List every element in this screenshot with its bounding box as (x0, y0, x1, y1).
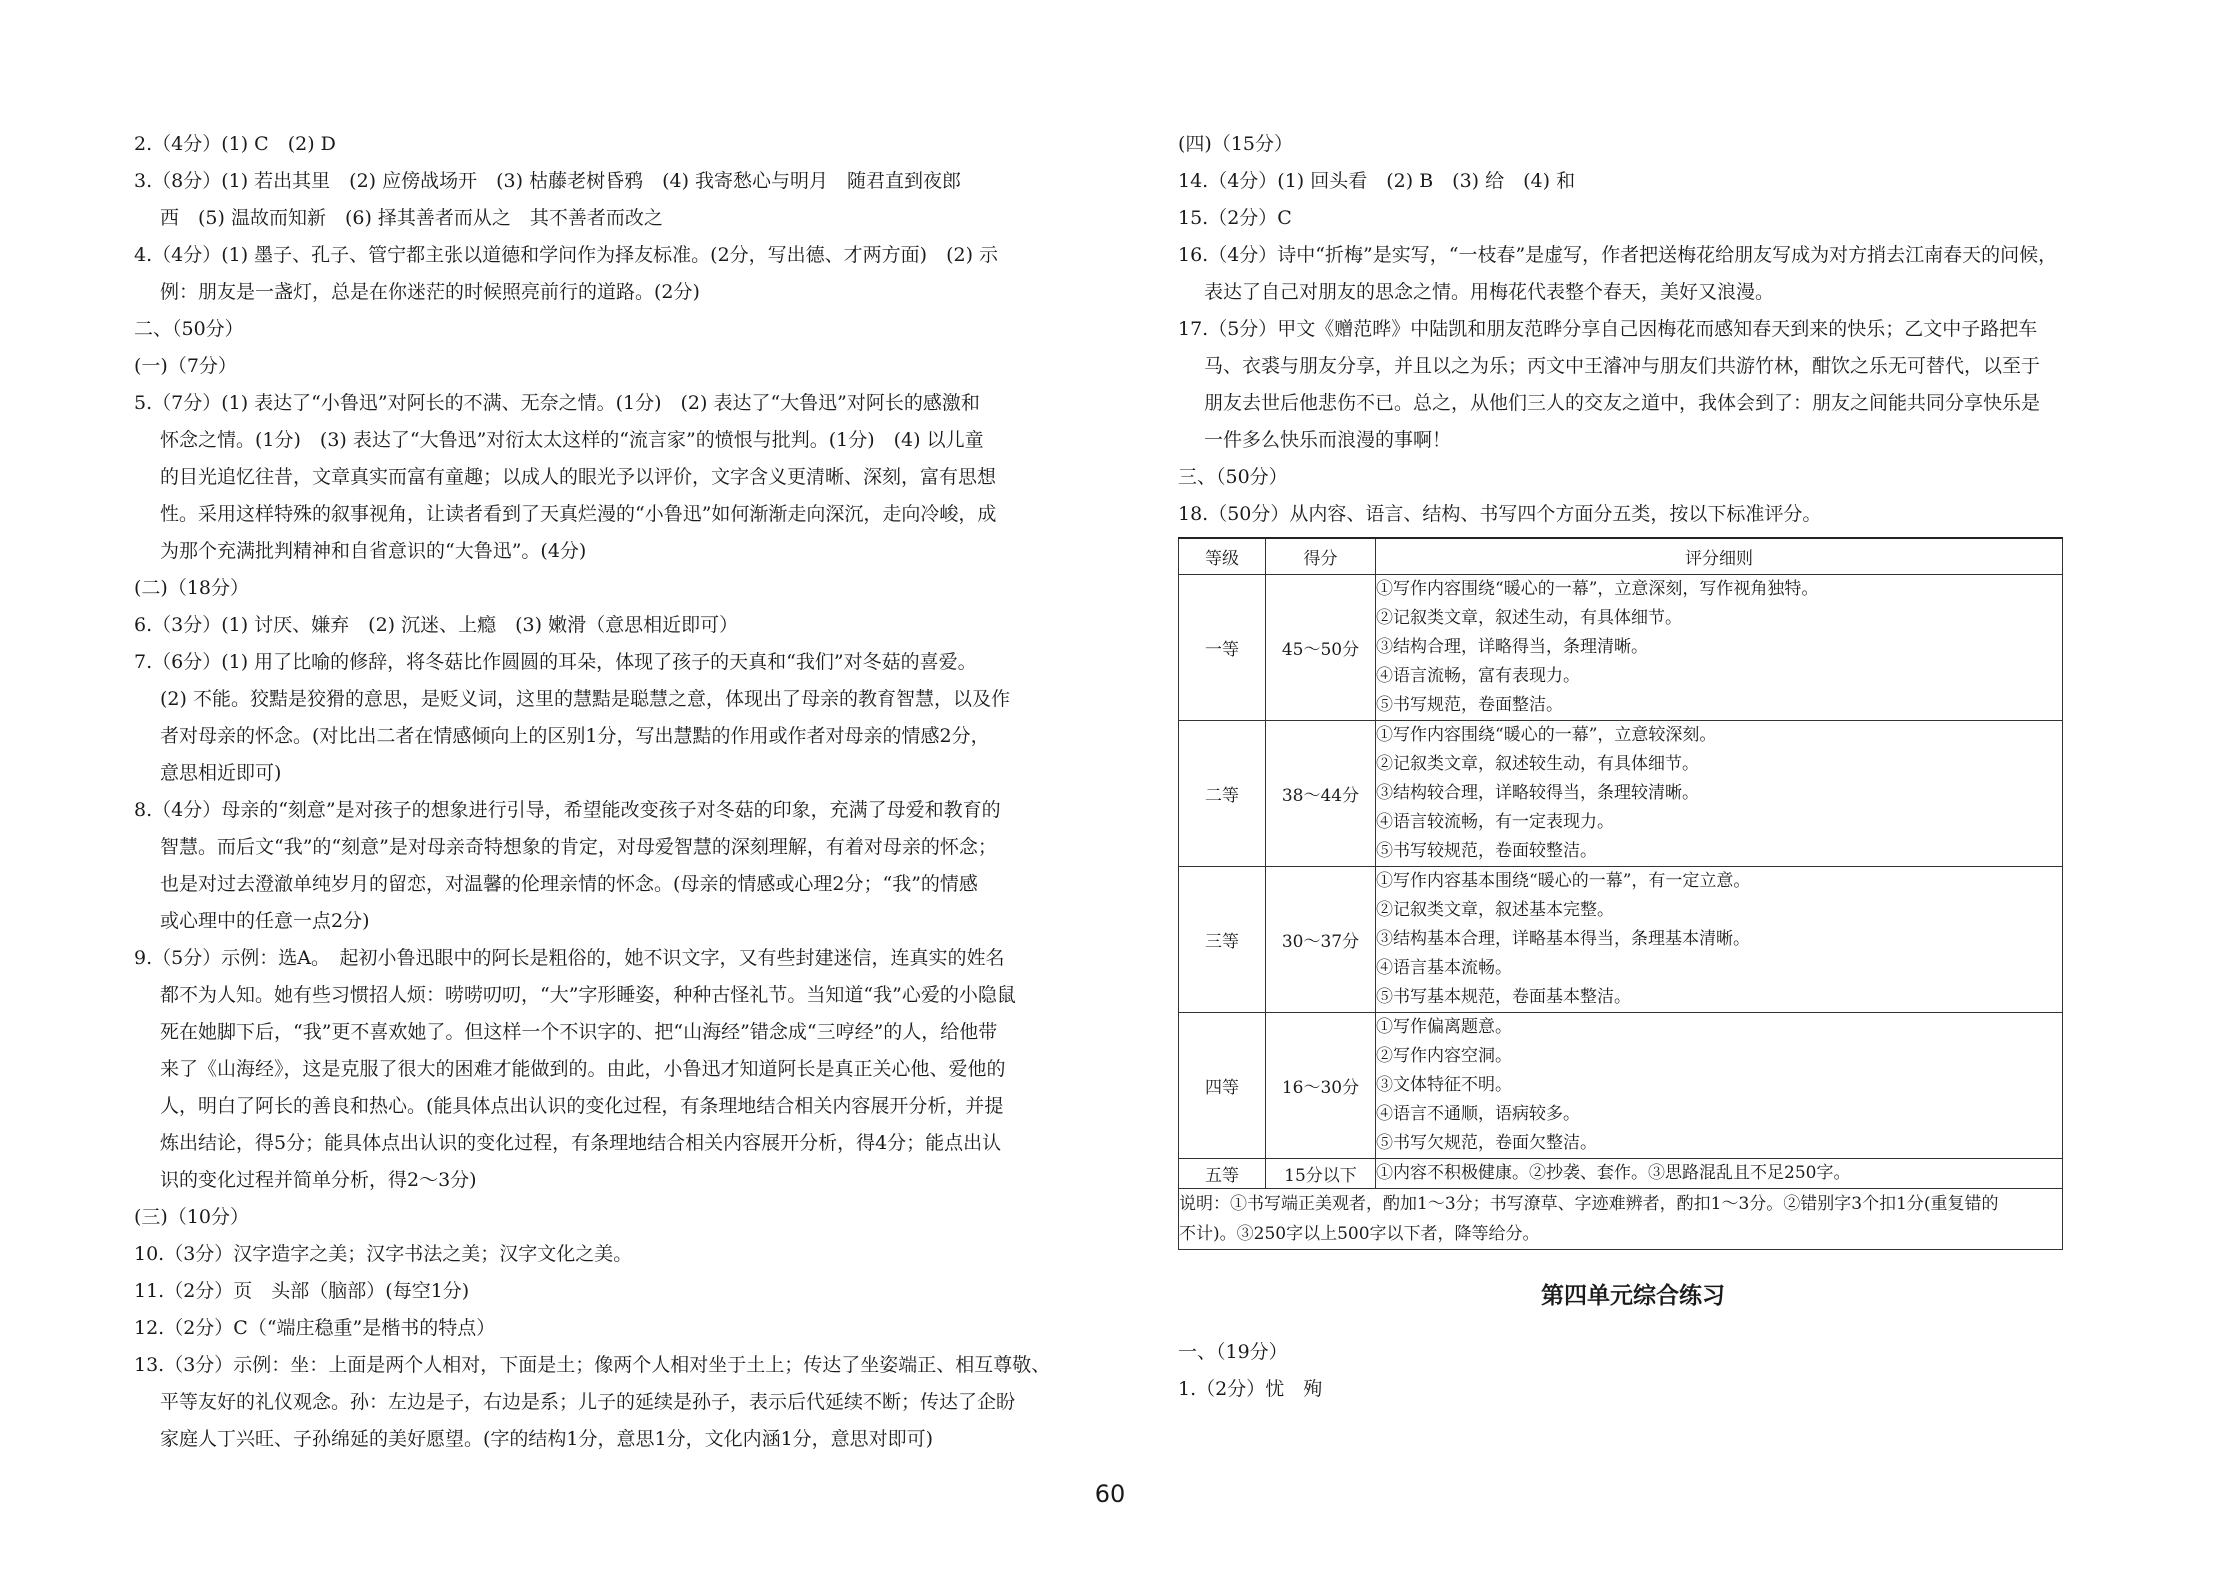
table-body (1179, 574, 2063, 1188)
criteria-line: ①写作偏离题意。 (1376, 1016, 1512, 1037)
text-line: 的目光追忆往昔，文章真实而富有童趣；以成人的眼光予以评价，文字含义更清晰、深刻，富有思想 (160, 466, 997, 488)
criteria-line: ④语言较流畅，有一定表现力。 (1376, 811, 1614, 832)
header-score: 得分 (1266, 538, 1376, 574)
criteria-line: ①写作内容基本围绕“暖心的一幕”，有一定立意。 (1376, 870, 1751, 891)
score-cell: 45～50分 (1266, 574, 1376, 720)
criteria-line: ②写作内容空洞。 (1376, 1045, 1512, 1066)
unit-title: 第四单元综合练习 (1541, 1282, 1725, 1309)
criteria-line: ③结构较合理，详略较得当，条理较清晰。 (1376, 782, 1699, 803)
text-line: 一件多么快乐而浪漫的事啊！ (1204, 429, 1452, 451)
criteria-line: ②记叙类文章，叙述较生动，有具体细节。 (1376, 753, 1699, 774)
text-line: 性。采用这样特殊的叙事视角，让读者看到了天真烂漫的“小鲁迅”如何渐渐走向深沉，走向冷峻，成 (160, 503, 997, 525)
table-row (1179, 1012, 2063, 1158)
text-line: 识的变化过程并简单分析，得2～3分) (160, 1169, 477, 1191)
text-line: 来了《山海经》，这是克服了很大的困难才能做到的。由此，小鲁迅才知道阿长是真正关心他、爱他的 (160, 1058, 1006, 1080)
criteria-line: ④语言流畅，富有表现力。 (1376, 665, 1580, 686)
score-cell: 16～30分 (1266, 1012, 1376, 1158)
criteria-line: ②记叙类文章，叙述基本完整。 (1376, 899, 1614, 920)
text-line: 人，明白了阿长的善良和热心。(能具体点出认识的变化过程，有条理地结合相关内容展开分析，并提 (160, 1095, 1004, 1117)
text-line: 5.（7分）(1) 表达了“小鲁迅”对阿长的不满、无奈之情。(1分) (2) 表达了“大鲁迅”对阿长的感激和 (134, 392, 980, 414)
criteria-line: ①内容不积极健康。②抄袭、套作。③思路混乱且不足250字。 (1376, 1162, 1851, 1183)
text-line: 都不为人知。她有些习惯招人烦：唠唠叨叨，“大”字形睡姿，种种古怪礼节。当知道“我”心爱的小隐鼠 (160, 984, 1016, 1006)
table-row (1179, 574, 2063, 720)
note-line: 不计)。③250字以上500字以下者，降等给分。 (1179, 1223, 1540, 1244)
text-line: 7.（6分）(1) 用了比喻的修辞，将冬菇比作圆圆的耳朵，体现了孩子的天真和“我们”对冬菇的喜爱。 (134, 651, 977, 673)
text-line: 朋友去世后他悲伤不已。总之，从他们三人的交友之道中，我体会到了：朋友之间能共同分享快乐是 (1204, 392, 2041, 414)
text-line: 意思相近即可) (160, 762, 282, 784)
criteria-cell (1376, 720, 2063, 866)
text-line: 为那个充满批判精神和自省意识的“大鲁迅”。(4分) (160, 540, 587, 562)
table-note (1179, 1188, 2063, 1249)
text-line: 平等友好的礼仪观念。孙：左边是子，右边是系；儿子的延续是孙子，表示后代延续不断；传达了企盼 (160, 1391, 1016, 1413)
criteria-line: ③文体特征不明。 (1376, 1074, 1512, 1095)
text-line: 6.（3分）(1) 讨厌、嫌弃 (2) 沉迷、上瘾 (3) 嫩滑（意思相近即可） (134, 614, 739, 636)
text-line: 死在她脚下后，“我”更不喜欢她了。但这样一个不识字的、把“山海经”错念成“三哼经”的人，给他带 (160, 1021, 998, 1043)
text-line: (三)（10分） (134, 1206, 250, 1228)
criteria-cell (1376, 866, 2063, 1012)
criteria-line: ①写作内容围绕“暖心的一幕”，立意较深刻。 (1376, 724, 1717, 745)
text-line: 马、衣裘与朋友分享，并且以之为乐；丙文中王濬冲与朋友们共游竹林，酣饮之乐无可替代，以至于 (1204, 355, 2041, 377)
text-line: 9.（5分）示例：选A。 起初小鲁迅眼中的阿长是粗俗的，她不识文字，又有些封建迷信，连真实的姓名 (134, 947, 1005, 969)
criteria-line: ④语言基本流畅。 (1376, 957, 1512, 978)
criteria-line: ①写作内容围绕“暖心的一幕”，立意深刻，写作视角独特。 (1376, 578, 1819, 599)
text-line: 智慧。而后文“我”的“刻意”是对母亲奇特想象的肯定，对母爱智慧的深刻理解，有着对母亲的怀念； (160, 836, 997, 858)
text-line: 表达了自己对朋友的思念之情。用梅花代表整个春天，美好又浪漫。 (1204, 281, 1775, 303)
text-line: (四)（15分） (1178, 133, 1294, 155)
grade-cell: 二等 (1179, 720, 1266, 866)
criteria-line: ②记叙类文章，叙述生动，有具体细节。 (1376, 607, 1682, 628)
header-criteria: 评分细则 (1376, 538, 2063, 574)
score-cell: 15分以下 (1266, 1158, 1376, 1188)
grade-cell: 三等 (1179, 866, 1266, 1012)
text-line: 10.（3分）汉字造字之美；汉字书法之美；汉字文化之美。 (134, 1243, 633, 1265)
criteria-line: ③结构合理，详略得当，条理清晰。 (1376, 636, 1648, 657)
right-bottom-lines (1178, 1334, 2088, 1408)
text-line: 三、（50分） (1178, 466, 1288, 488)
criteria-line: ⑤书写基本规范，卷面基本整洁。 (1376, 986, 1631, 1007)
right-column (1178, 126, 2088, 1408)
table-row (1179, 720, 2063, 866)
right-top-lines (1178, 126, 2088, 533)
text-line: 家庭人丁兴旺、子孙绵延的美好愿望。(字的结构1分，意思1分，文化内涵1分，意思对即可) (160, 1428, 934, 1450)
text-line: 3.（8分）(1) 若出其里 (2) 应傍战场开 (3) 枯藤老树昏鸦 (4) 我寄愁心与明月 随君直到夜郎 (134, 170, 962, 192)
criteria-cell (1376, 574, 2063, 720)
text-line: 怀念之情。(1分) (3) 表达了“大鲁迅”对衍太太这样的“流言家”的愤恨与批判。(1分) (4) 以儿童 (160, 429, 984, 451)
text-line: 16.（4分）诗中“折梅”是实写，“一枝春”是虚写，作者把送梅花给朋友写成为对方捎去江南春天的问候， (1178, 244, 2058, 266)
text-line: 8.（4分）母亲的“刻意”是对孩子的想象进行引导，希望能改变孩子对冬菇的印象，充满了母爱和教育的 (134, 799, 1001, 821)
text-line: (一)（7分） (134, 355, 237, 377)
text-line: 二、（50分） (134, 318, 244, 340)
text-line: 18.（50分）从内容、语言、结构、书写四个方面分五类，按以下标准评分。 (1178, 503, 1822, 525)
criteria-cell (1376, 1012, 2063, 1158)
criteria-line: ⑤书写规范，卷面整洁。 (1376, 694, 1563, 715)
grade-cell: 四等 (1179, 1012, 1266, 1158)
text-line: 炼出结论，得5分；能具体点出认识的变化过程，有条理地结合相关内容展开分析，得4分；能点出认 (160, 1132, 1002, 1154)
table-note-row (1179, 1188, 2063, 1249)
text-line: 或心理中的任意一点2分) (160, 910, 370, 932)
text-line: 4.（4分）(1) 墨子、孔子、管宁都主张以道德和学问作为择友标准。(2分，写出德、才两方面) (2) 示 (134, 244, 999, 266)
text-line: 15.（2分）C (1178, 207, 1292, 229)
text-line: 例：朋友是一盏灯，总是在你迷茫的时候照亮前行的道路。(2分) (160, 281, 700, 303)
text-line: 12.（2分）C（“端庄稳重”是楷书的特点） (134, 1317, 496, 1339)
text-line: 2.（4分）(1) C (2) D (134, 133, 336, 155)
text-line: 17.（5分）甲文《赠范晔》中陆凯和朋友范晔分享自己因梅花而感知春天到来的快乐；乙文中子路把车 (1178, 318, 2038, 340)
text-line: 11.（2分）页 头部（脑部）(每空1分) (134, 1280, 470, 1302)
text-line: 13.（3分）示例：坐：上面是两个人相对，下面是土；像两个人相对坐于土上；传达了坐姿端正、相互尊敬、 (134, 1354, 1051, 1376)
header-grade: 等级 (1179, 538, 1266, 574)
text-line: (2) 不能。狡黠是狡猾的意思，是贬义词，这里的慧黠是聪慧之意，体现出了母亲的教育智慧，以及作 (160, 688, 1010, 710)
grade-cell: 一等 (1179, 574, 1266, 720)
table-header-row (1179, 538, 2063, 574)
text-line: 14.（4分）(1) 回头看 (2) B (3) 给 (4) 和 (1178, 170, 1576, 192)
text-line: (二)（18分） (134, 577, 250, 599)
grading-table (1178, 537, 2063, 1250)
text-line: 一、（19分） (1178, 1340, 1288, 1363)
score-cell: 38～44分 (1266, 720, 1376, 866)
note-line: 说明：①书写端正美观者，酌加1～3分；书写潦草、字迹难辨者，酌扣1～3分。②错别字3个扣1分(重复错的 (1179, 1193, 1999, 1214)
table-row (1179, 866, 2063, 1012)
grade-cell: 五等 (1179, 1158, 1266, 1188)
criteria-line: ⑤书写较规范，卷面较整洁。 (1376, 840, 1597, 861)
page-number: 60 (1094, 1480, 1126, 1508)
criteria-line: ⑤书写欠规范，卷面欠整洁。 (1376, 1132, 1597, 1153)
table-row (1179, 1158, 2063, 1188)
left-column (134, 126, 1064, 1458)
criteria-line: ③结构基本合理，详略基本得当，条理基本清晰。 (1376, 928, 1750, 949)
text-line: 者对母亲的怀念。(对比出二者在情感倾向上的区别1分，写出慧黠的作用或作者对母亲的情感2分， (160, 725, 990, 747)
criteria-cell (1376, 1158, 2063, 1188)
score-cell: 30～37分 (1266, 866, 1376, 1012)
text-line: 1.（2分）忧 殉 (1178, 1377, 1323, 1400)
text-line: 也是对过去澄澈单纯岁月的留恋，对温馨的伦理亲情的怀念。(母亲的情感或心理2分；“我”的情感 (160, 873, 978, 895)
text-line: 西 (5) 温故而知新 (6) 择其善者而从之 其不善者而改之 (160, 207, 663, 229)
criteria-line: ④语言不通顺，语病较多。 (1376, 1103, 1580, 1124)
